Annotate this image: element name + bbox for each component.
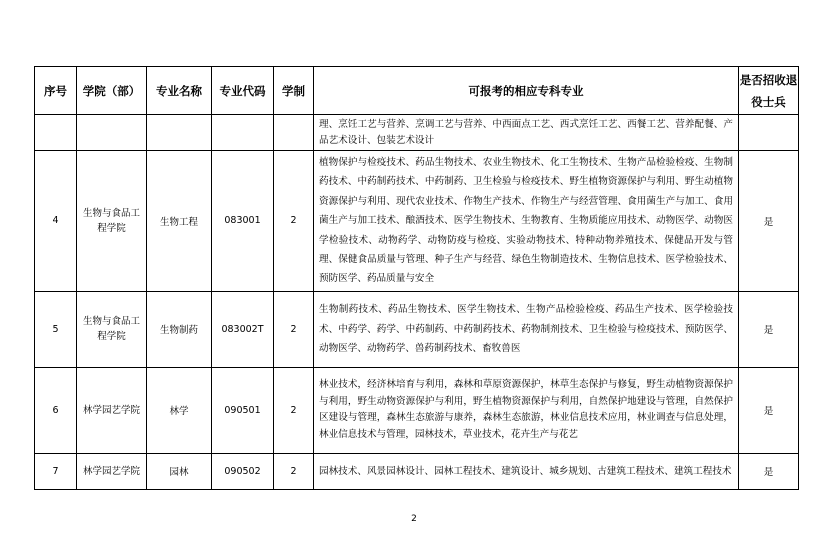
cell-veterans: 是 <box>739 453 799 489</box>
cell-veterans: 是 <box>739 367 799 453</box>
table-row <box>35 115 799 151</box>
header-college: 学院（部） <box>77 67 147 115</box>
cell-duration: 2 <box>274 367 314 453</box>
related-majors-text: 园林技术、风景园林设计、园林工程技术、建筑设计、城乡规划、古建筑工程技术、建筑工程技术 <box>319 465 732 477</box>
related-majors-text: 林业技术，经济林培育与利用，森林和草原资源保护，林草生态保护与修复，野生动植物资源保护与利用，野生动物资源保护与利用，野生植物资源保护与利用，自然保护地建设与管理，自然保护区建设与管理，森林生态旅游与康养，森林生态旅游，林业信息技术应用，林业调查与信息处理，林业信息技术与管理，园林技术，草业技术，花卉生产与花艺 <box>319 379 733 440</box>
cell-related-majors <box>314 453 739 489</box>
cell-major-code: 083001 <box>212 151 274 292</box>
cell-duration: 2 <box>274 151 314 292</box>
cell-veterans <box>739 115 799 151</box>
cell-major-name <box>147 115 212 151</box>
cell-major-name: 生物制药 <box>147 291 212 367</box>
cell-seq <box>35 115 77 151</box>
related-majors-text: 生物制药技术、药品生物技术、医学生物技术、生物产品检验检疫、药品生产技术、医学检验技术、中药学、药学、中药制药、中药制药技术、药物制剂技术、卫生检验与检疫技术、预防医学、动物医学、动物药学、兽药制药技术、畜牧兽医 <box>319 304 733 355</box>
cell-seq: 5 <box>35 291 77 367</box>
related-majors-text: 理、烹饪工艺与营养、烹调工艺与营养、中西面点工艺、西式烹饪工艺、西餐工艺、营养配餐、产品艺术设计、包装艺术设计 <box>319 119 733 146</box>
cell-duration: 2 <box>274 453 314 489</box>
header-related-majors: 可报考的相应专科专业 <box>314 67 739 115</box>
cell-related-majors <box>314 151 739 292</box>
cell-related-majors <box>314 115 739 151</box>
cell-college: 林学园艺学院 <box>77 367 147 453</box>
header-duration: 学制 <box>274 67 314 115</box>
header-seq: 序号 <box>35 67 77 115</box>
cell-veterans: 是 <box>739 291 799 367</box>
cell-duration: 2 <box>274 291 314 367</box>
cell-veterans: 是 <box>739 151 799 292</box>
header-veterans: 是否招收退役士兵 <box>739 67 799 115</box>
cell-seq: 6 <box>35 367 77 453</box>
cell-seq: 4 <box>35 151 77 292</box>
cell-major-code: 083002T <box>212 291 274 367</box>
cell-major-code: 090501 <box>212 367 274 453</box>
related-majors-text: 植物保护与检疫技术、药品生物技术、农业生物技术、化工生物技术、生物产品检验检疫、生物制药技术、中药制药技术、中药制药、卫生检验与检疫技术、野生植物资源保护与利用、野生动植物资源保护与利用、现代农业技术、作物生产技术、作物生产与经营管理、食用菌生产与加工、食用菌生产与加工技术、酿酒技术、医学生物技术、生物教育、生物质能应用技术、动物医学、动物医学检验技术、动物药学、动物防疫与检疫、实验动物技术、特种动物养殖技术、保健品开发与管理、保健食品质量与管理、种子生产与经营、绿色生物制造技术、生物信息技术、医学检验技术、预防医学、药品质量与安全 <box>319 157 733 285</box>
cell-major-name: 生物工程 <box>147 151 212 292</box>
table-row <box>35 151 799 292</box>
cell-related-majors <box>314 291 739 367</box>
cell-college: 生物与食品工程学院 <box>77 291 147 367</box>
page-number: 2 <box>411 514 417 524</box>
header-major-name: 专业名称 <box>147 67 212 115</box>
cell-major-code <box>212 115 274 151</box>
cell-college: 生物与食品工程学院 <box>77 151 147 292</box>
table-row <box>35 291 799 367</box>
cell-major-name: 林学 <box>147 367 212 453</box>
cell-college: 林学园艺学院 <box>77 453 147 489</box>
admissions-table <box>34 66 799 490</box>
header-major-code: 专业代码 <box>212 67 274 115</box>
cell-duration <box>274 115 314 151</box>
cell-major-name: 园林 <box>147 453 212 489</box>
table-row <box>35 367 799 453</box>
table-row <box>35 453 799 489</box>
cell-seq: 7 <box>35 453 77 489</box>
table-header-row <box>35 67 799 115</box>
cell-college <box>77 115 147 151</box>
cell-major-code: 090502 <box>212 453 274 489</box>
cell-related-majors <box>314 367 739 453</box>
